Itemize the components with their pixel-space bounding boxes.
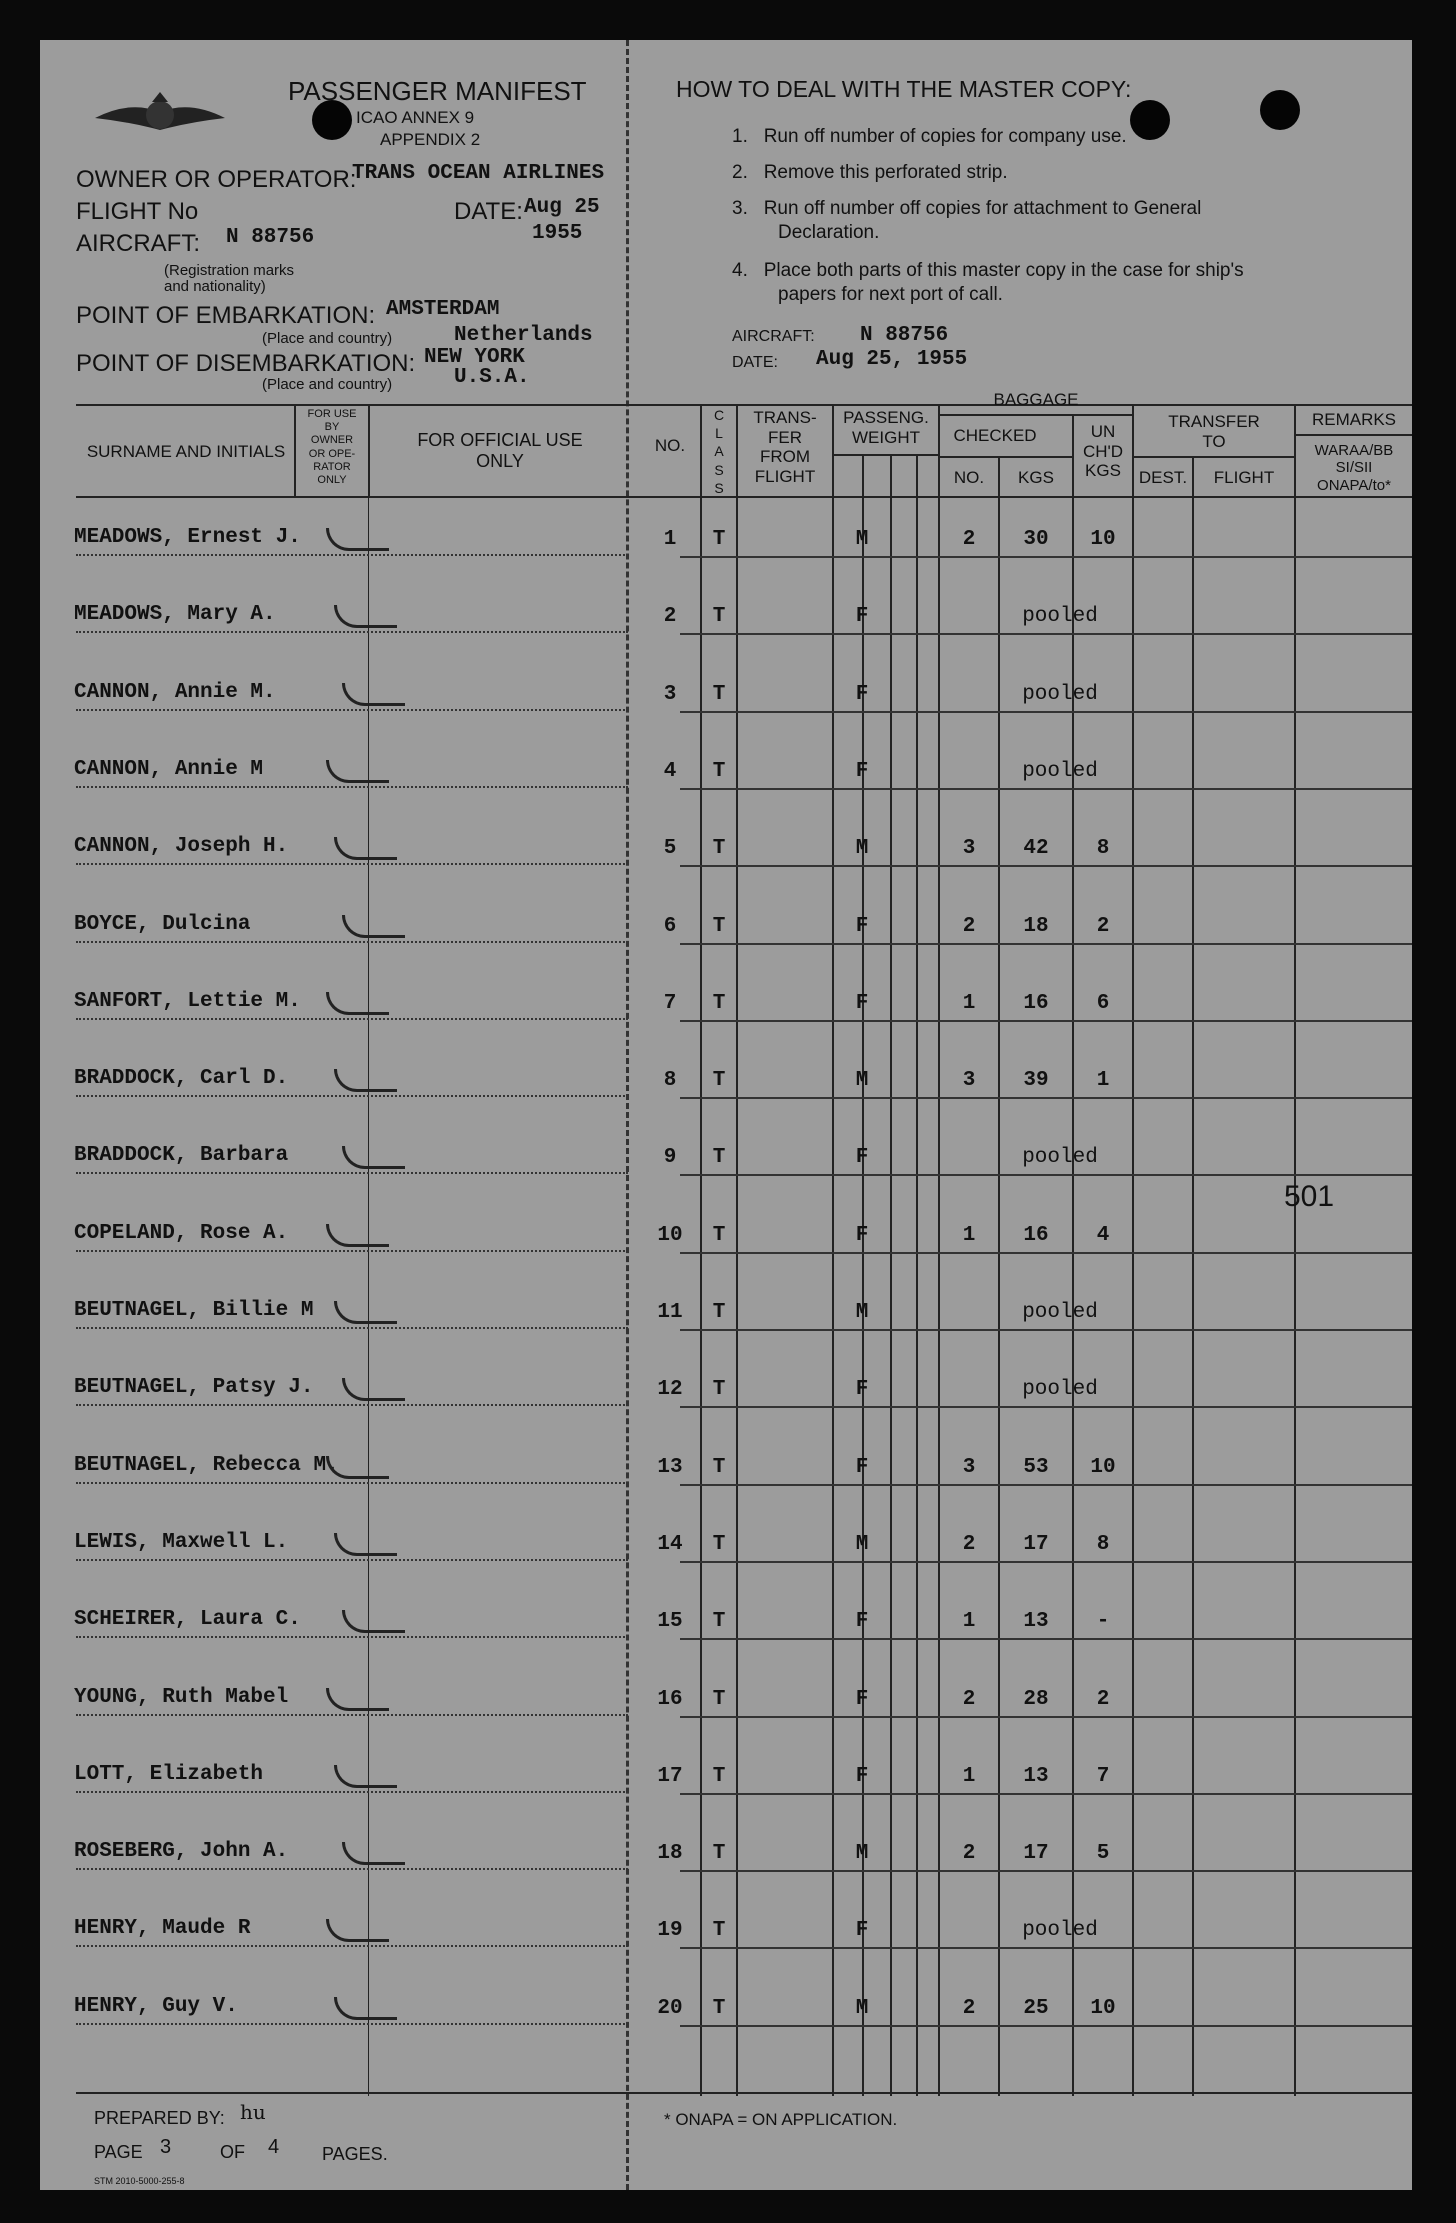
appendix: APPENDIX 2 bbox=[380, 130, 481, 149]
passenger-sex: F bbox=[855, 1919, 869, 1943]
owner-label: OWNER OR OPERATOR: bbox=[76, 166, 357, 193]
check-mark bbox=[326, 1688, 389, 1711]
table-row-line bbox=[680, 1329, 1412, 1331]
baggage-pooled: pooled bbox=[1022, 759, 1098, 783]
baggage-pooled: pooled bbox=[1022, 1919, 1098, 1943]
icao-annex: ICAO ANNEX 9 bbox=[356, 108, 475, 127]
passenger-class: T bbox=[712, 837, 726, 861]
check-mark bbox=[334, 1997, 397, 2020]
baggage-kgs: 25 bbox=[1023, 1996, 1049, 2020]
check-mark bbox=[334, 1301, 397, 1324]
table-row-line bbox=[680, 1484, 1412, 1486]
passenger-class: T bbox=[712, 605, 726, 629]
airline-logo-icon bbox=[90, 80, 230, 150]
row-dotted-line bbox=[76, 1172, 628, 1174]
col-passeng-weight: PASSENG. WEIGHT bbox=[843, 408, 929, 447]
passenger-class: T bbox=[712, 1069, 726, 1093]
col-checked: CHECKED bbox=[953, 426, 1037, 445]
baggage-count: 2 bbox=[962, 528, 976, 551]
passenger-name: BRADDOCK, Barbara bbox=[74, 1144, 289, 1168]
passenger-class: T bbox=[712, 1455, 726, 1479]
table-row-line bbox=[680, 1174, 1412, 1176]
col-remarks-sub: WARAA/BB SI/SII ONAPA/to* bbox=[1314, 442, 1394, 494]
baggage-count: 2 bbox=[962, 1532, 976, 1556]
passenger-class: T bbox=[712, 528, 726, 551]
row-dotted-line bbox=[76, 1482, 628, 1484]
disembarkation-label: POINT OF DISEMBARKATION: bbox=[76, 350, 416, 377]
embarkation-label: POINT OF EMBARKATION: bbox=[76, 302, 376, 329]
passenger-sex: F bbox=[855, 1610, 869, 1634]
passenger-name: HENRY, Guy V. bbox=[74, 1994, 238, 2018]
row-dotted-line bbox=[76, 863, 628, 865]
passeng-sub-divider bbox=[916, 454, 918, 498]
baggage-unchd: 10 bbox=[1090, 1996, 1116, 2020]
baggage-pooled: pooled bbox=[1022, 682, 1098, 706]
row-dotted-line bbox=[76, 1636, 628, 1638]
row-dotted-line bbox=[76, 941, 628, 943]
pages-label: PAGES. bbox=[322, 2144, 388, 2164]
embarkation-note: (Place and country) bbox=[262, 330, 393, 347]
passenger-sex: F bbox=[855, 991, 869, 1015]
passenger-no: 3 bbox=[663, 682, 677, 706]
passenger-name: SCHEIRER, Laura C. bbox=[74, 1608, 301, 1632]
check-mark bbox=[342, 1610, 405, 1633]
passenger-name: MEADOWS, Mary A. bbox=[74, 603, 276, 627]
baggage-unchd: 1 bbox=[1096, 1069, 1110, 1093]
baggage-count: 1 bbox=[962, 1764, 976, 1788]
check-mark bbox=[342, 1146, 405, 1169]
passenger-name: HENRY, Maude R bbox=[74, 1917, 251, 1941]
check-mark bbox=[334, 1533, 397, 1556]
row-dotted-line bbox=[76, 1250, 628, 1252]
baggage-kgs: 16 bbox=[1023, 1223, 1049, 1247]
table-header-bottom-line bbox=[76, 496, 1412, 498]
passenger-class: T bbox=[712, 914, 726, 938]
baggage-unchd: 10 bbox=[1090, 528, 1116, 551]
passenger-no: 1 bbox=[663, 528, 677, 551]
table-row-line bbox=[680, 633, 1412, 635]
check-mark bbox=[342, 683, 405, 706]
col-surname: SURNAME AND INITIALS bbox=[86, 442, 286, 461]
passenger-name: YOUNG, Ruth Mabel bbox=[74, 1685, 289, 1709]
passenger-class: T bbox=[712, 1146, 726, 1170]
passenger-no: 14 bbox=[657, 1532, 683, 1556]
passenger-name: CANNON, Annie M. bbox=[74, 680, 276, 704]
passenger-sex: F bbox=[855, 759, 869, 783]
owner-value: TRANS OCEAN AIRLINES bbox=[352, 162, 605, 185]
col-divider bbox=[368, 404, 370, 498]
row-dotted-line bbox=[76, 1945, 628, 1947]
passenger-class: T bbox=[712, 1687, 726, 1711]
passenger-class: T bbox=[712, 682, 726, 706]
passenger-name: ROSEBERG, John A. bbox=[74, 1840, 289, 1864]
table-row-line bbox=[680, 1716, 1412, 1718]
table-row-line bbox=[680, 1020, 1412, 1022]
row-dotted-line bbox=[76, 2023, 628, 2025]
table-row-line bbox=[680, 1638, 1412, 1640]
row-dotted-line bbox=[76, 1404, 628, 1406]
row-dotted-line bbox=[76, 1095, 628, 1097]
right-aircraft-value: N 88756 bbox=[860, 324, 949, 347]
passenger-no: 9 bbox=[663, 1146, 677, 1170]
passenger-name: BEUTNAGEL, Patsy J. bbox=[74, 1376, 314, 1400]
table-row-line bbox=[680, 1947, 1412, 1949]
baggage-count: 3 bbox=[962, 1455, 976, 1479]
punch-hole bbox=[1130, 100, 1170, 140]
passenger-no: 2 bbox=[663, 605, 677, 629]
passenger-name: CANNON, Joseph H. bbox=[74, 835, 289, 859]
col-divider bbox=[890, 496, 892, 2096]
row-dotted-line bbox=[76, 1791, 628, 1793]
passenger-name: SANFORT, Lettie M. bbox=[74, 989, 301, 1013]
col-baggage: BAGGAGE bbox=[993, 390, 1079, 409]
punch-hole bbox=[1260, 90, 1300, 130]
passenger-name: LOTT, Elizabeth bbox=[74, 1762, 264, 1786]
check-mark bbox=[326, 1456, 389, 1479]
passenger-no: 15 bbox=[657, 1610, 683, 1634]
passenger-no: 8 bbox=[663, 1069, 677, 1093]
check-mark bbox=[326, 760, 389, 783]
aircraft-label: AIRCRAFT: bbox=[76, 230, 201, 257]
passenger-class: T bbox=[712, 1996, 726, 2020]
passenger-class: T bbox=[712, 1842, 726, 1866]
passeng-sub-divider bbox=[862, 454, 864, 498]
form-title: PASSENGER MANIFEST bbox=[288, 76, 587, 106]
passenger-no: 18 bbox=[657, 1842, 683, 1866]
baggage-count: 2 bbox=[962, 1842, 976, 1866]
col-for-use: FOR USE BY OWNER OR OPE- RATOR ONLY bbox=[307, 408, 357, 486]
instruction-4: 4. Place both parts of this master copy in the case for ship's bbox=[732, 260, 1244, 281]
passenger-sex: M bbox=[855, 528, 869, 551]
baggage-count: 2 bbox=[962, 1996, 976, 2020]
page-value: 3 bbox=[160, 2136, 172, 2158]
row-dotted-line bbox=[76, 1018, 628, 1020]
check-mark bbox=[334, 605, 397, 628]
col-official: FOR OFFICIAL USE ONLY bbox=[417, 430, 583, 471]
baggage-pooled: pooled bbox=[1022, 1378, 1098, 1402]
col-no: NO. bbox=[654, 436, 686, 455]
passenger-name: MEADOWS, Ernest J. bbox=[74, 526, 301, 549]
remarks-sub-line bbox=[1294, 434, 1412, 436]
col-divider bbox=[736, 496, 738, 2096]
instruction-3-cont: Declaration. bbox=[778, 222, 880, 243]
passenger-class: T bbox=[712, 991, 726, 1015]
baggage-kgs: 17 bbox=[1023, 1842, 1049, 1866]
baggage-count: 2 bbox=[962, 1687, 976, 1711]
row-dotted-line bbox=[76, 1868, 628, 1870]
row-dotted-line bbox=[76, 1327, 628, 1329]
table-row-line bbox=[680, 788, 1412, 790]
instruction-2: 2. Remove this perforated strip. bbox=[732, 162, 1008, 183]
checked-sub-line bbox=[938, 456, 1072, 458]
row-dotted-line bbox=[76, 631, 628, 633]
baggage-kgs: 28 bbox=[1023, 1687, 1049, 1711]
check-mark bbox=[326, 1224, 389, 1247]
col-remarks: REMARKS bbox=[1311, 410, 1397, 429]
row-dotted-line bbox=[76, 554, 628, 556]
table-row-line bbox=[680, 711, 1412, 713]
registration-note-2: and nationality) bbox=[164, 278, 266, 295]
passenger-name: BRADDOCK, Carl D. bbox=[74, 1067, 289, 1091]
embarkation-value: AMSTERDAM bbox=[386, 298, 500, 321]
baggage-kgs: 42 bbox=[1023, 837, 1049, 861]
date-year: 1955 bbox=[532, 222, 583, 245]
baggage-unchd: 8 bbox=[1096, 837, 1110, 861]
baggage-pooled: pooled bbox=[1022, 1301, 1098, 1324]
passenger-no: 17 bbox=[657, 1764, 683, 1788]
baggage-pooled: pooled bbox=[1022, 1146, 1098, 1170]
passenger-class: T bbox=[712, 759, 726, 783]
prepared-by-value: hu bbox=[240, 2100, 266, 2124]
baggage-unchd: 7 bbox=[1096, 1764, 1110, 1788]
transfer-sub-line bbox=[1132, 456, 1296, 458]
check-mark bbox=[342, 1378, 405, 1401]
col-divider bbox=[916, 496, 918, 2096]
passenger-class: T bbox=[712, 1610, 726, 1634]
right-date-label: DATE: bbox=[732, 354, 778, 371]
page-label: PAGE bbox=[94, 2142, 143, 2162]
passenger-sex: F bbox=[855, 1764, 869, 1788]
check-mark bbox=[334, 837, 397, 860]
manifest-page bbox=[40, 40, 1412, 2190]
passenger-no: 11 bbox=[657, 1301, 683, 1324]
passenger-sex: F bbox=[855, 682, 869, 706]
row-dotted-line bbox=[76, 786, 628, 788]
col-flight: FLIGHT bbox=[1213, 468, 1275, 487]
passenger-no: 16 bbox=[657, 1687, 683, 1711]
col-bag-kgs: KGS bbox=[1018, 468, 1054, 487]
passenger-sex: M bbox=[855, 1532, 869, 1556]
row-dotted-line bbox=[76, 709, 628, 711]
table-top-line bbox=[76, 404, 1412, 406]
col-divider bbox=[1192, 496, 1194, 2096]
remark-501: 501 bbox=[1284, 1180, 1335, 1213]
passenger-sex: F bbox=[855, 1687, 869, 1711]
passenger-class: T bbox=[712, 1223, 726, 1247]
baggage-kgs: 16 bbox=[1023, 991, 1049, 1015]
check-mark bbox=[326, 1919, 389, 1942]
passenger-no: 6 bbox=[663, 914, 677, 938]
passenger-sex: M bbox=[855, 837, 869, 861]
col-class: C L A S S bbox=[713, 407, 725, 496]
passenger-sex: M bbox=[855, 1842, 869, 1866]
embarkation-country: Netherlands bbox=[454, 324, 593, 347]
passenger-sex: F bbox=[855, 1223, 869, 1247]
passenger-name: BEUTNAGEL, Billie M bbox=[74, 1299, 314, 1322]
baggage-unchd: 10 bbox=[1090, 1455, 1116, 1479]
baggage-sub-line bbox=[938, 414, 1134, 416]
baggage-unchd: 6 bbox=[1096, 991, 1110, 1015]
passeng-sub-line bbox=[832, 454, 940, 456]
passenger-sex: F bbox=[855, 1146, 869, 1170]
baggage-pooled: pooled bbox=[1022, 605, 1098, 629]
baggage-unchd: - bbox=[1096, 1610, 1110, 1634]
baggage-kgs: 39 bbox=[1023, 1069, 1049, 1093]
baggage-unchd: 2 bbox=[1096, 1687, 1110, 1711]
baggage-unchd: 4 bbox=[1096, 1223, 1110, 1247]
col-transfer-from: TRANS- FER FROM FLIGHT bbox=[753, 408, 817, 486]
table-row-line bbox=[680, 865, 1412, 867]
table-row-line bbox=[680, 2025, 1412, 2027]
passenger-sex: F bbox=[855, 605, 869, 629]
table-row-line bbox=[680, 943, 1412, 945]
passenger-sex: M bbox=[855, 1301, 869, 1324]
passenger-no: 20 bbox=[657, 1996, 683, 2020]
baggage-count: 3 bbox=[962, 837, 976, 861]
instructions-title: HOW TO DEAL WITH THE MASTER COPY: bbox=[676, 76, 1132, 102]
passenger-name: COPELAND, Rose A. bbox=[74, 1221, 289, 1245]
passenger-no: 5 bbox=[663, 837, 677, 861]
baggage-unchd: 2 bbox=[1096, 914, 1110, 938]
passenger-class: T bbox=[712, 1532, 726, 1556]
passenger-no: 12 bbox=[657, 1378, 683, 1402]
passenger-no: 4 bbox=[663, 759, 677, 783]
prepared-by-label: PREPARED BY: bbox=[94, 2108, 225, 2128]
col-bag-no: NO. bbox=[953, 468, 985, 487]
baggage-count: 1 bbox=[962, 991, 976, 1015]
passenger-sex: F bbox=[855, 914, 869, 938]
passenger-no: 13 bbox=[657, 1455, 683, 1479]
right-aircraft-label: AIRCRAFT: bbox=[732, 328, 815, 345]
passenger-class: T bbox=[712, 1919, 726, 1943]
passenger-sex: M bbox=[855, 1069, 869, 1093]
passenger-name: LEWIS, Maxwell L. bbox=[74, 1530, 289, 1554]
passenger-name: BOYCE, Dulcina bbox=[74, 912, 251, 936]
baggage-kgs: 30 bbox=[1023, 528, 1049, 551]
table-row-line bbox=[680, 1097, 1412, 1099]
baggage-kgs: 17 bbox=[1023, 1532, 1049, 1556]
table-row-line bbox=[680, 556, 1412, 558]
passeng-sub-divider bbox=[890, 454, 892, 498]
check-mark bbox=[326, 528, 389, 551]
col-dest: DEST. bbox=[1138, 468, 1188, 487]
baggage-count: 1 bbox=[962, 1223, 976, 1247]
col-unchd: UN CH'D KGS bbox=[1082, 422, 1124, 481]
disembarkation-value: NEW YORK bbox=[424, 346, 525, 369]
disembarkation-note: (Place and country) bbox=[262, 376, 393, 393]
aircraft-value: N 88756 bbox=[226, 226, 315, 249]
passenger-name: CANNON, Annie M bbox=[74, 757, 264, 781]
of-label: OF bbox=[220, 2142, 245, 2162]
baggage-count: 3 bbox=[962, 1069, 976, 1093]
col-transfer-to: TRANSFER TO bbox=[1168, 412, 1260, 451]
baggage-unchd: 5 bbox=[1096, 1842, 1110, 1866]
passenger-class: T bbox=[712, 1764, 726, 1788]
onapa-note: * ONAPA = ON APPLICATION. bbox=[664, 2110, 898, 2129]
baggage-kgs: 53 bbox=[1023, 1455, 1049, 1479]
baggage-count: 1 bbox=[962, 1610, 976, 1634]
check-mark bbox=[334, 1069, 397, 1092]
table-row-line bbox=[680, 1793, 1412, 1795]
passenger-no: 7 bbox=[663, 991, 677, 1015]
check-mark bbox=[342, 1842, 405, 1865]
flight-label: FLIGHT No bbox=[76, 198, 199, 225]
passenger-sex: F bbox=[855, 1378, 869, 1402]
passenger-name: BEUTNAGEL, Rebecca M. bbox=[74, 1453, 339, 1477]
col-divider bbox=[1294, 496, 1296, 2096]
instruction-1: 1. Run off number of copies for company use. bbox=[732, 126, 1127, 147]
disembarkation-country: U.S.A. bbox=[454, 366, 530, 389]
passenger-class: T bbox=[712, 1378, 726, 1402]
baggage-unchd: 8 bbox=[1096, 1532, 1110, 1556]
passenger-sex: F bbox=[855, 1455, 869, 1479]
right-date-value: Aug 25, 1955 bbox=[816, 348, 968, 371]
date-value: Aug 25 bbox=[524, 196, 600, 219]
table-row-line bbox=[680, 1561, 1412, 1563]
row-dotted-line bbox=[76, 1559, 628, 1561]
check-mark bbox=[334, 1765, 397, 1788]
baggage-kgs: 13 bbox=[1023, 1610, 1049, 1634]
passenger-sex: M bbox=[855, 1996, 869, 2020]
table-row-line bbox=[680, 1252, 1412, 1254]
baggage-kgs: 13 bbox=[1023, 1764, 1049, 1788]
date-label: DATE: bbox=[454, 198, 523, 225]
check-mark bbox=[326, 992, 389, 1015]
check-mark bbox=[342, 915, 405, 938]
of-value: 4 bbox=[268, 2136, 280, 2158]
baggage-kgs: 18 bbox=[1023, 914, 1049, 938]
passenger-no: 19 bbox=[657, 1919, 683, 1943]
form-code: STM 2010-5000-255-8 bbox=[94, 2176, 185, 2186]
instruction-4-cont: papers for next port of call. bbox=[778, 284, 1003, 305]
passenger-class: T bbox=[712, 1301, 726, 1324]
col-divider bbox=[1132, 496, 1134, 2096]
table-bottom-line bbox=[76, 2092, 1412, 2094]
baggage-count: 2 bbox=[962, 914, 976, 938]
instruction-3: 3. Run off number off copies for attachment to General bbox=[732, 198, 1202, 219]
row-dotted-line bbox=[76, 1714, 628, 1716]
table-row-line bbox=[680, 1406, 1412, 1408]
table-row-line bbox=[680, 1870, 1412, 1872]
registration-note: (Registration marks bbox=[164, 262, 295, 279]
passenger-no: 10 bbox=[657, 1223, 683, 1247]
